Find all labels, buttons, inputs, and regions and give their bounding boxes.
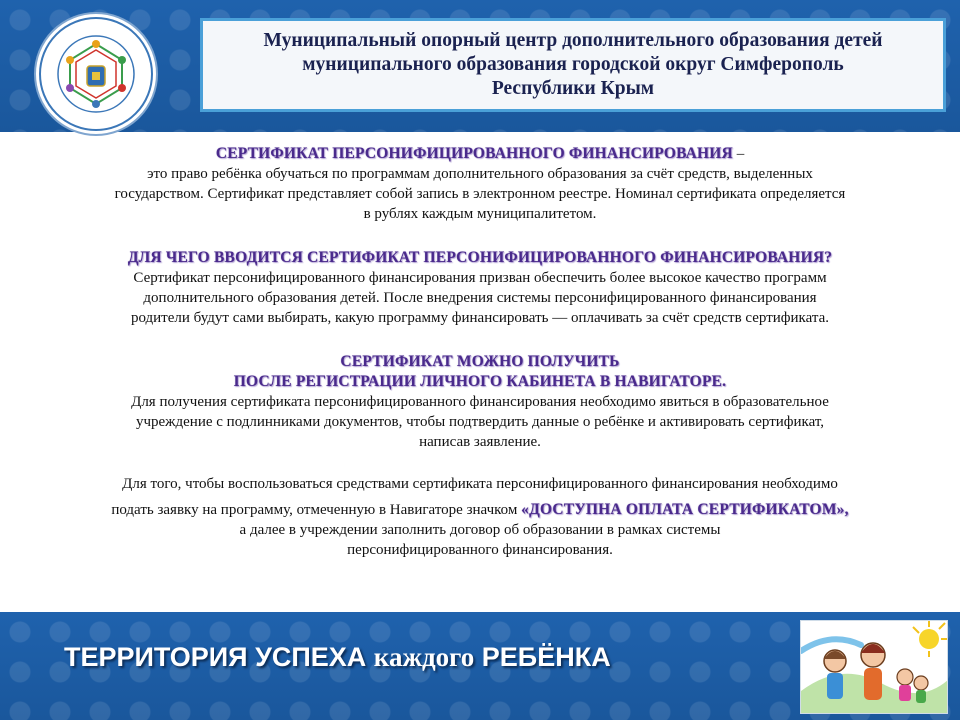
section-3-line-1: Для получения сертификата персонифицированного финансирования необходимо явиться в образовательное	[131, 394, 829, 410]
certificate-payment-badge: «ДОСТУПНА ОПЛАТА СЕРТИФИКАТОМ»,	[521, 501, 849, 518]
section-3-line-2: учреждение с подлинниками документов, чтобы подтвердить данные о ребёнке и активировать сертификат,	[135, 414, 825, 430]
title-line-1: Муниципальный опорный центр дополнительного образования детей	[263, 30, 883, 51]
section-1-line-2: государством. Сертификат представляет собой запись в электронном реестре. Номинал сертификата определяется	[114, 186, 846, 202]
section-1-line-3: в рублях каждым муниципалитетом.	[363, 206, 597, 222]
title-box	[200, 18, 946, 112]
section-2-line-3: родители будут сами выбирать, какую программу финансировать — оплачивать за счёт средств сертификата.	[130, 310, 830, 326]
main-content	[0, 132, 960, 612]
section-3-heading-line-1: СЕРТИФИКАТ МОЖНО ПОЛУЧИТЬ	[340, 353, 620, 370]
section-2-line-2: дополнительного образования детей. После внедрения системы персонифицированного финансирования	[143, 290, 817, 306]
slogan-part-2: каждого	[373, 642, 475, 672]
section-3-line-3: написав заявление.	[419, 434, 541, 450]
title-line-2: муниципального образования городской округ Симферополь	[302, 54, 844, 75]
section-1-heading: СЕРТИФИКАТ ПЕРСОНИФИЦИРОВАННОГО ФИНАНСИРОВАНИЯ	[215, 145, 733, 162]
slogan-part-1: ТЕРРИТОРИЯ УСПЕХА	[64, 642, 374, 672]
logo-emblem-icon	[36, 14, 156, 134]
center-logo	[34, 12, 158, 136]
slogan	[64, 640, 611, 674]
slogan-part-3: РЕБЁНКА	[474, 642, 611, 672]
section-1-heading-line	[0, 144, 960, 164]
section-2-heading: ДЛЯ ЧЕГО ВВОДИТСЯ СЕРТИФИКАТ ПЕРСОНИФИЦИРОВАННОГО ФИНАНСИРОВАНИЯ?	[127, 249, 833, 266]
family-illustration	[800, 620, 948, 714]
title-line-3: Республики Крым	[491, 78, 655, 99]
section-3-heading-line-2: ПОСЛЕ РЕГИСТРАЦИИ ЛИЧНОГО КАБИНЕТА В НАВИГАТОРЕ.	[233, 373, 727, 390]
section-4-line-2-prefix: подать заявку на программу, отмеченную в Навигаторе значком	[111, 502, 522, 518]
section-1-line-1: это право ребёнка обучаться по программам дополнительного образования за счёт средств, выделенных	[147, 166, 813, 182]
section-4-line-3: а далее в учреждении заполнить договор об образовании в рамках системы	[239, 522, 721, 538]
section-4-line-2	[0, 500, 960, 520]
family-drawing-icon	[801, 621, 948, 714]
section-4-line-4: персонифицированного финансирования.	[347, 542, 613, 558]
section-2-line-1: Сертификат персонифицированного финансирования призван обеспечить более высокое качество программ	[133, 270, 827, 286]
section-1-dash: –	[732, 146, 745, 162]
section-4-line-1: Для того, чтобы воспользоваться средствами сертификата персонифицированного финансирования необходимо	[122, 476, 838, 492]
